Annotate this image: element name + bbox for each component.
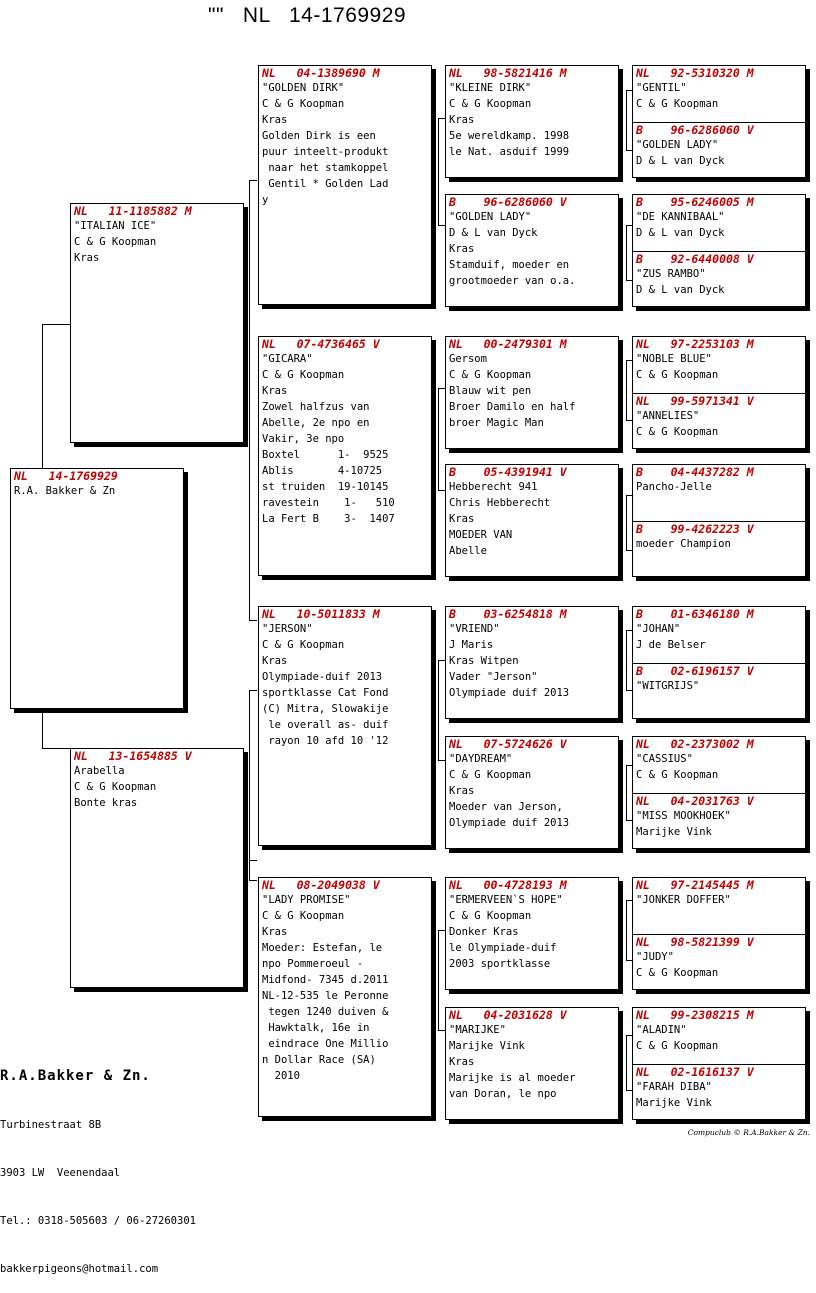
connector-line [249, 690, 257, 691]
detail-line: C & G Koopman [636, 369, 719, 381]
detail-line: Vakir, 3e npo [262, 433, 345, 445]
grandparent-4 [258, 877, 432, 1117]
connector-line [249, 690, 250, 880]
detail-line: naar het stamkoppel [262, 162, 389, 174]
detail-line: "GOLDEN LADY" [449, 211, 532, 223]
ggg-parent-male-ring: NL 02-2373002 M [636, 737, 754, 751]
detail-line: Kras [449, 1056, 475, 1068]
ggg-parent-female-details [633, 266, 805, 298]
ggg-parent-male-ring: B 01-6346180 M [636, 607, 754, 621]
grandparent-2-ring: NL 07-4736465 V [262, 337, 380, 351]
detail-line: D & L van Dyck [636, 227, 725, 239]
footer-credit: Compuclub © R.A.Bakker & Zn. [687, 1128, 810, 1137]
ggg-parent-female [633, 934, 805, 990]
detail-line: C & G Koopman [262, 369, 345, 381]
detail-line: van Doran, le npo [449, 1088, 557, 1100]
detail-line: "VRIEND" [449, 623, 500, 635]
detail-line: Golden Dirk is een [262, 130, 376, 142]
subject-pigeon-details [11, 483, 183, 499]
detail-line: J de Belser [636, 639, 706, 651]
ggg-parent-female-ring: B 92-6440008 V [636, 252, 754, 266]
detail-line: eindrace One Millio [262, 1038, 389, 1050]
connector-line [626, 630, 627, 690]
ggg-parent-female [633, 122, 805, 178]
great-grandparent-4-details [446, 479, 618, 559]
great-grandparent-8 [445, 1007, 619, 1120]
grandparent-3-ring: NL 10-5011833 M [262, 607, 380, 621]
detail-line: Moeder van Jerson, [449, 801, 563, 813]
detail-line: NL-12-535 le Peronne [262, 990, 389, 1002]
pedigree-title: "" NL 14-1769929 [208, 4, 407, 27]
detail-line: Kras [262, 385, 288, 397]
ggg-parent-female-details [633, 137, 805, 169]
great-grandparent-5-details [446, 621, 618, 701]
ggg-parent-female-details [633, 678, 805, 694]
great-grandparent-5-ring: B 03-6254818 M [449, 607, 567, 621]
ggg-parent-male-details [633, 1022, 805, 1054]
ggg-parent-male-ring: NL 97-2145445 M [636, 878, 754, 892]
detail-line: "FARAH DIBA" [636, 1081, 712, 1093]
connector-line [249, 180, 250, 620]
detail-line: "ERMERVEEN`S HOPE" [449, 894, 563, 906]
great-grandparent-6 [445, 736, 619, 849]
great-grandparent-4 [445, 464, 619, 577]
detail-line: C & G Koopman [262, 98, 345, 110]
ggg-parent-male [633, 195, 805, 251]
great-grandparent-4-ring: B 05-4391941 V [449, 465, 567, 479]
ggg-parent-female [633, 793, 805, 849]
detail-line: R.A. Bakker & Zn [14, 485, 116, 497]
ggg-parent-male [633, 878, 805, 934]
detail-line: Broer Damilo en half [449, 401, 576, 413]
detail-line: Vader "Jerson" [449, 671, 538, 683]
subject-pigeon-ring: NL 14-1769929 [14, 469, 118, 483]
detail-line: Abelle [449, 545, 487, 557]
ggg-parent-male [633, 337, 805, 393]
detail-line: "GOLDEN DIRK" [262, 82, 345, 94]
great-grandparent-7-details [446, 892, 618, 972]
connector-line [438, 930, 439, 1030]
detail-line: (C) Mitra, Slowakije [262, 703, 389, 715]
ggg-parent-male-details [633, 892, 805, 908]
connector-line [626, 1035, 627, 1090]
detail-line: n Dollar Race (SA) [262, 1054, 376, 1066]
detail-line: tegen 1240 duiven & [262, 1006, 389, 1018]
great-grandparent-3-ring: NL 00-2479301 M [449, 337, 567, 351]
ggg-parent-female-ring: NL 99-5971341 V [636, 394, 754, 408]
detail-line: 5e wereldkamp. 1998 [449, 130, 570, 142]
detail-line: C & G Koopman [74, 781, 157, 793]
detail-line: "JONKER DOFFER" [636, 894, 731, 906]
detail-line: C & G Koopman [636, 769, 719, 781]
ggg-parent-male [633, 737, 805, 793]
detail-line: "MARIJKE" [449, 1024, 506, 1036]
ggg-parent-female-ring: B 99-4262223 V [636, 522, 754, 536]
detail-line: Hawktalk, 16e in [262, 1022, 370, 1034]
detail-line: C & G Koopman [262, 910, 345, 922]
detail-line: y [262, 194, 269, 206]
connector-line [42, 324, 43, 468]
grandparent-4-details [259, 892, 431, 1084]
connector-line [249, 620, 257, 621]
detail-line: ravestein 1- 510 [262, 497, 395, 509]
detail-line: Kras [449, 243, 475, 255]
ggg-parent-male-details [633, 80, 805, 112]
detail-line: "JERSON" [262, 623, 313, 635]
ggg-parent-male-details [633, 351, 805, 383]
detail-line: "DE KANNIBAAL" [636, 211, 725, 223]
detail-line: Kras [449, 114, 475, 126]
detail-line: rayon 10 afd 10 '12 [262, 735, 389, 747]
grandparent-3-details [259, 621, 431, 749]
great-great-grandparent-pair [632, 194, 806, 307]
great-great-grandparent-pair [632, 1007, 806, 1120]
detail-line: "WITGRIJS" [636, 680, 700, 692]
connector-line [42, 324, 70, 325]
detail-line: D & L van Dyck [636, 155, 725, 167]
detail-line: Bonte kras [74, 797, 138, 809]
detail-line: J Maris [449, 639, 494, 651]
great-grandparent-5 [445, 606, 619, 719]
detail-line: C & G Koopman [449, 769, 532, 781]
great-grandparent-6-ring: NL 07-5724626 V [449, 737, 567, 751]
owner-address [0, 1035, 196, 1293]
detail-line: C & G Koopman [74, 236, 157, 248]
ggg-parent-female-ring: NL 04-2031763 V [636, 794, 754, 808]
connector-line [626, 90, 627, 150]
connector-line [626, 495, 627, 550]
great-grandparent-1-ring: NL 98-5821416 M [449, 66, 567, 80]
ggg-parent-female [633, 521, 805, 577]
detail-line: C & G Koopman [636, 98, 719, 110]
great-grandparent-3 [445, 336, 619, 449]
detail-line: Boxtel 1- 9525 [262, 449, 389, 461]
connector-line [249, 180, 257, 181]
detail-line: "GICARA" [262, 353, 313, 365]
detail-line: Marijke Vink [636, 826, 712, 838]
detail-line: MOEDER VAN [449, 529, 513, 541]
detail-line: "ALADIN" [636, 1024, 687, 1036]
detail-line: Marijke Vink [449, 1040, 525, 1052]
ggg-parent-male [633, 465, 805, 521]
great-grandparent-2-ring: B 96-6286060 V [449, 195, 567, 209]
detail-line: C & G Koopman [449, 910, 532, 922]
detail-line: "JUDY" [636, 951, 674, 963]
great-grandparent-1-details [446, 80, 618, 160]
detail-line: "CASSIUS" [636, 753, 693, 765]
subject-pigeon [10, 468, 184, 709]
detail-line: npo Pommeroeul - [262, 958, 364, 970]
grandparent-4-ring: NL 08-2049038 V [262, 878, 380, 892]
detail-line: st truiden 19-10145 [262, 481, 389, 493]
detail-line: Zowel halfzus van [262, 401, 370, 413]
detail-line: Kras [262, 926, 288, 938]
ggg-parent-male [633, 607, 805, 663]
detail-line: Kras Witpen [449, 655, 519, 667]
detail-line: moeder Champion [636, 538, 731, 550]
ggg-parent-female-details [633, 808, 805, 840]
detail-line: 2003 sportklasse [449, 958, 551, 970]
ggg-parent-female [633, 251, 805, 307]
ggg-parent-male-details [633, 479, 805, 495]
ggg-parent-female-ring: NL 98-5821399 V [636, 935, 754, 949]
detail-line: "GENTIL" [636, 82, 687, 94]
detail-line: Donker Kras [449, 926, 519, 938]
detail-line: "LADY PROMISE" [262, 894, 351, 906]
connector-line [438, 388, 439, 490]
great-grandparent-2-details [446, 209, 618, 289]
detail-line: Abelle, 2e npo en [262, 417, 370, 429]
ggg-parent-female [633, 1064, 805, 1120]
detail-line: Kras [449, 513, 475, 525]
ggg-parent-male-ring: B 04-4437282 M [636, 465, 754, 479]
detail-line: sportklasse Cat Fond [262, 687, 389, 699]
great-grandparent-7 [445, 877, 619, 990]
detail-line: Ablis 4-10725 [262, 465, 383, 477]
great-grandparent-7-ring: NL 00-4728193 M [449, 878, 567, 892]
detail-line: Kras [449, 785, 475, 797]
detail-line: Gersom [449, 353, 487, 365]
connector-line [42, 710, 43, 748]
ggg-parent-male-ring: B 95-6246005 M [636, 195, 754, 209]
connector-line [438, 660, 439, 760]
ggg-parent-female-details [633, 408, 805, 440]
detail-line: grootmoeder van o.a. [449, 275, 576, 287]
detail-line: Stamduif, moeder en [449, 259, 570, 271]
detail-line: Olympiade-duif 2013 [262, 671, 383, 683]
connector-line [626, 225, 627, 280]
detail-line: Hebberecht 941 [449, 481, 538, 493]
ggg-parent-male-details [633, 751, 805, 783]
detail-line: La Fert B 3- 1407 [262, 513, 395, 525]
connector-line [626, 765, 627, 820]
connector-line [249, 880, 257, 881]
detail-line: "NOBLE BLUE" [636, 353, 712, 365]
detail-line: C & G Koopman [636, 426, 719, 438]
connector-line [626, 900, 627, 960]
ggg-parent-female-ring: B 96-6286060 V [636, 123, 754, 137]
grandparent-1 [258, 65, 432, 305]
grandparent-2-details [259, 351, 431, 527]
great-grandparent-3-details [446, 351, 618, 431]
detail-line: Kras [262, 114, 288, 126]
detail-line: 2010 [262, 1070, 300, 1082]
great-grandparent-1 [445, 65, 619, 178]
detail-line: "GOLDEN LADY" [636, 139, 719, 151]
detail-line: broer Magic Man [449, 417, 544, 429]
detail-line: Kras [74, 252, 100, 264]
ggg-parent-female [633, 393, 805, 449]
detail-line: Olympiade duif 2013 [449, 817, 570, 829]
ggg-parent-male-details [633, 621, 805, 653]
detail-line: Pancho-Jelle [636, 481, 712, 493]
connector-line [249, 860, 257, 861]
detail-line: puur inteelt-produkt [262, 146, 389, 158]
dam-pigeon-ring: NL 13-1654885 V [74, 749, 192, 763]
detail-line: Marijke Vink [636, 1097, 712, 1109]
great-great-grandparent-pair [632, 464, 806, 577]
ggg-parent-male-details [633, 209, 805, 241]
detail-line: Olympiade duif 2013 [449, 687, 570, 699]
detail-line: C & G Koopman [262, 639, 345, 651]
great-great-grandparent-pair [632, 736, 806, 849]
ggg-parent-female-ring: B 02-6196157 V [636, 664, 754, 678]
grandparent-2 [258, 336, 432, 576]
ggg-parent-female-details [633, 1079, 805, 1111]
detail-line: "ZUS RAMBO" [636, 268, 706, 280]
detail-line: "DAYDREAM" [449, 753, 513, 765]
owner-phone: Tel.: 0318-505603 / 06-27260301 [0, 1215, 196, 1227]
detail-line: "KLEINE DIRK" [449, 82, 532, 94]
detail-line: "MISS MOOKHOEK" [636, 810, 731, 822]
ggg-parent-female-ring: NL 02-1616137 V [636, 1065, 754, 1079]
detail-line: le Olympiade-duif [449, 942, 557, 954]
ggg-parent-male-ring: NL 92-5310320 M [636, 66, 754, 80]
detail-line: C & G Koopman [636, 1040, 719, 1052]
ggg-parent-female [633, 663, 805, 719]
owner-street: Turbinestraat 8B [0, 1119, 102, 1131]
detail-line: le overall as- duif [262, 719, 389, 731]
detail-line: D & L van Dyck [449, 227, 538, 239]
connector-line [438, 118, 439, 225]
great-grandparent-8-details [446, 1022, 618, 1102]
grandparent-1-details [259, 80, 431, 208]
detail-line: Midfond- 7345 d.2011 [262, 974, 389, 986]
detail-line: C & G Koopman [449, 98, 532, 110]
detail-line: Moeder: Estefan, le [262, 942, 383, 954]
great-great-grandparent-pair [632, 606, 806, 719]
great-great-grandparent-pair [632, 65, 806, 178]
ggg-parent-male-ring: NL 99-2308215 M [636, 1008, 754, 1022]
great-great-grandparent-pair [632, 877, 806, 990]
sire-pigeon-details [71, 218, 243, 266]
connector-line [626, 360, 627, 420]
grandparent-3 [258, 606, 432, 846]
great-grandparent-8-ring: NL 04-2031628 V [449, 1008, 567, 1022]
detail-line: "ANNELIES" [636, 410, 700, 422]
detail-line: "JOHAN" [636, 623, 681, 635]
connector-line [42, 748, 70, 749]
detail-line: C & G Koopman [449, 369, 532, 381]
owner-name: R.A.Bakker & Zn. [0, 1068, 151, 1084]
detail-line: le Nat. asduif 1999 [449, 146, 570, 158]
detail-line: Blauw wit pen [449, 385, 532, 397]
detail-line: "ITALIAN ICE" [74, 220, 157, 232]
ggg-parent-male [633, 66, 805, 122]
detail-line: Chris Hebberecht [449, 497, 551, 509]
ggg-parent-male-ring: NL 97-2253103 M [636, 337, 754, 351]
detail-line: C & G Koopman [636, 967, 719, 979]
great-grandparent-2 [445, 194, 619, 307]
sire-pigeon-ring: NL 11-1185882 M [74, 204, 192, 218]
sire-pigeon [70, 203, 244, 443]
ggg-parent-female-details [633, 536, 805, 552]
detail-line: Marijke is al moeder [449, 1072, 576, 1084]
great-great-grandparent-pair [632, 336, 806, 449]
dam-pigeon [70, 748, 244, 988]
owner-city: 3903 LW Veenendaal [0, 1167, 121, 1179]
ggg-parent-male [633, 1008, 805, 1064]
great-grandparent-6-details [446, 751, 618, 831]
detail-line: D & L van Dyck [636, 284, 725, 296]
detail-line: Kras [262, 655, 288, 667]
detail-line: Gentil * Golden Lad [262, 178, 389, 190]
grandparent-1-ring: NL 04-1389690 M [262, 66, 380, 80]
ggg-parent-female-details [633, 949, 805, 981]
owner-email: bakkerpigeons@hotmail.com [0, 1263, 159, 1275]
dam-pigeon-details [71, 763, 243, 811]
detail-line: Arabella [74, 765, 125, 777]
